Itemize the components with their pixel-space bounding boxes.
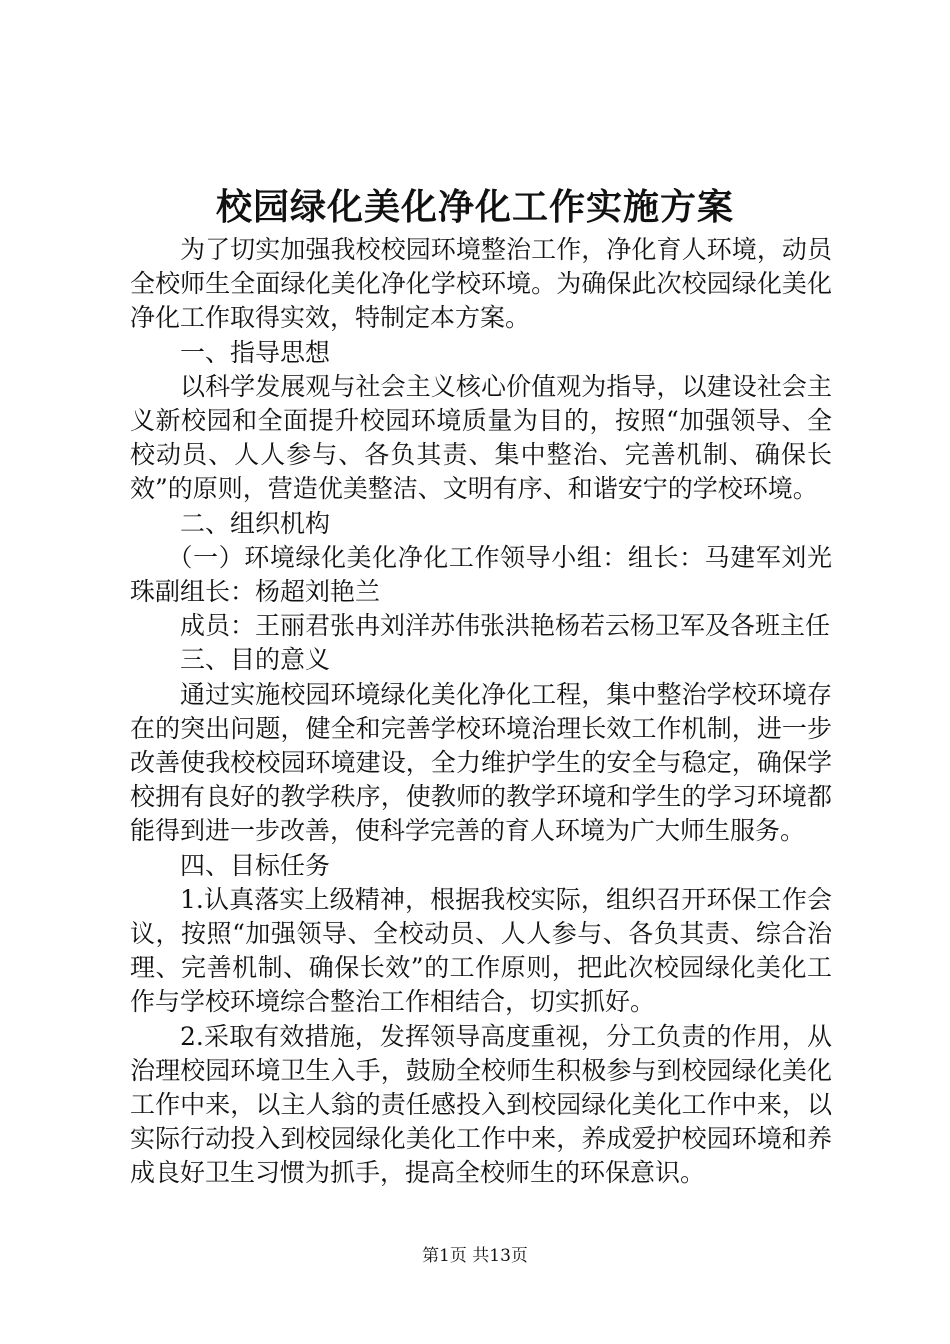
members-paragraph: 成员：王丽君张冉刘洋苏伟张洪艳杨若云杨卫军及各班主任	[180, 611, 831, 641]
guiding-ideology-paragraph: 以科学发展观与社会主义核心价值观为指导，以建设社会主义新校园和全面提升校园环境质量为目的，按照“加强领导、全校动员、人人参与、各负其责、集中整治、完善机制、确保长效”的原则，营造优美整洁、文明有序、和谐安宁的学校环境。	[130, 371, 832, 504]
page-footer: 第1页 共13页	[422, 1246, 528, 1266]
section-heading-purpose: 三、目的意义	[180, 645, 331, 675]
goal-item-1: 1.认真落实上级精神，根据我校实际，组织召开环保工作会议，按照“加强领导、全校动员、人人参与、各负其责、综合治理、完善机制、确保长效”的工作原则，把此次校园绿化美化工作与学校环境综合整治工作相结合，切实抓好。	[130, 884, 832, 1017]
purpose-paragraph: 通过实施校园环境绿化美化净化工程，集中整治学校环境存在的突出问题，健全和完善学校环境治理长效工作机制，进一步改善使我校校园环境建设，全力维护学生的安全与稳定，确保学校拥有良好的教学秩序，使教师的教学环境和学生的学习环境都能得到进一步改善，使科学完善的育人环境为广大师生服务。	[130, 679, 832, 846]
section-heading-organization: 二、组织机构	[180, 508, 331, 538]
section-heading-guiding-ideology: 一、指导思想	[180, 337, 331, 367]
leadership-group-paragraph: （一）环境绿化美化净化工作领导小组：组长：马建军刘光珠副组长：杨超刘艳兰	[130, 542, 832, 607]
section-heading-goals: 四、目标任务	[180, 850, 331, 880]
document-title: 校园绿化美化净化工作实施方案	[215, 186, 734, 228]
intro-paragraph: 为了切实加强我校校园环境整治工作，净化育人环境，动员全校师生全面绿化美化净化学校环境。为确保此次校园绿化美化净化工作取得实效，特制定本方案。	[130, 235, 832, 333]
goal-item-2: 2.采取有效措施，发挥领导高度重视，分工负责的作用，从治理校园环境卫生入手，鼓励全校师生积极参与到校园绿化美化工作中来，以主人翁的责任感投入到校园绿化美化工作中来，以实际行动投入到校园绿化美化工作中来，养成爱护校园环境和养成良好卫生习惯为抓手，提高全校师生的环保意识。	[130, 1021, 832, 1188]
document-body	[130, 233, 832, 1191]
